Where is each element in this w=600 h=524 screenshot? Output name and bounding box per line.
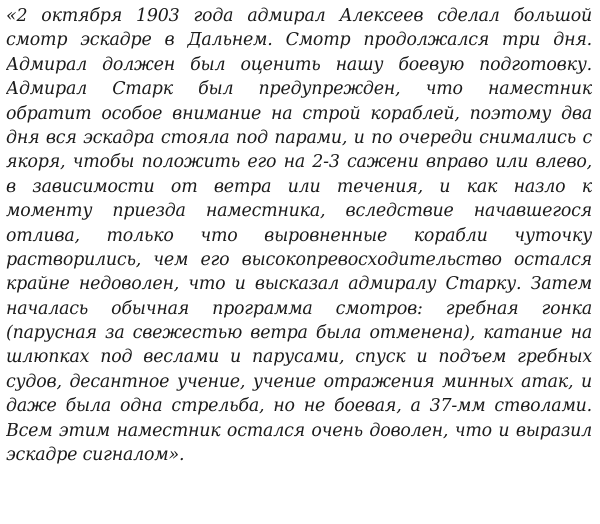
text-line: в зависимости от ветра или течения, и как назло к [6, 176, 592, 197]
text-line: моменту приезда наместника, вследствие начавшегося [6, 201, 592, 222]
text-line: началась обычная программа смотров: гребная гонка [6, 298, 592, 319]
text-line: шлюпках под веслами и парусами, спуск и подъем гребных [6, 347, 592, 368]
text-line: эскадре сигналом». [6, 445, 185, 466]
text-line: растворились, чем его высокопревосходительство остался [6, 249, 592, 270]
text-line: дня вся эскадра стояла под парами, и по очереди снимались с [6, 127, 592, 148]
text-line: (парусная за свежестью ветра была отменена), катание на [6, 323, 592, 344]
text-line: якоря, чтобы положить его на 2-3 сажени вправо или влево, [6, 152, 592, 173]
text-line: обратит особое внимание на строй кораблей, поэтому два [6, 103, 592, 124]
text-line: судов, десантное учение, учение отражения минных атак, и [6, 371, 592, 392]
text-line: даже была одна стрельба, но не боевая, а 37-мм стволами. [6, 396, 592, 417]
text-line: отлива, только что выровненные корабли чуточку [6, 225, 592, 246]
text-line: Адмирал должен был оценить нашу боевую подготовку. [6, 54, 592, 75]
quote-text-block [6, 4, 592, 467]
text-line: «2 октября 1903 года адмирал Алексеев сделал большой [6, 6, 592, 26]
text-line: крайне недоволен, что и высказал адмиралу Старку. Затем [6, 274, 592, 295]
text-line: Адмирал Старк был предупрежден, что наместник [6, 79, 592, 100]
text-line: Всем этим наместник остался очень доволен, что и выразил [6, 420, 592, 441]
text-line: смотр эскадре в Дальнем. Смотр продолжался три дня. [6, 30, 592, 51]
